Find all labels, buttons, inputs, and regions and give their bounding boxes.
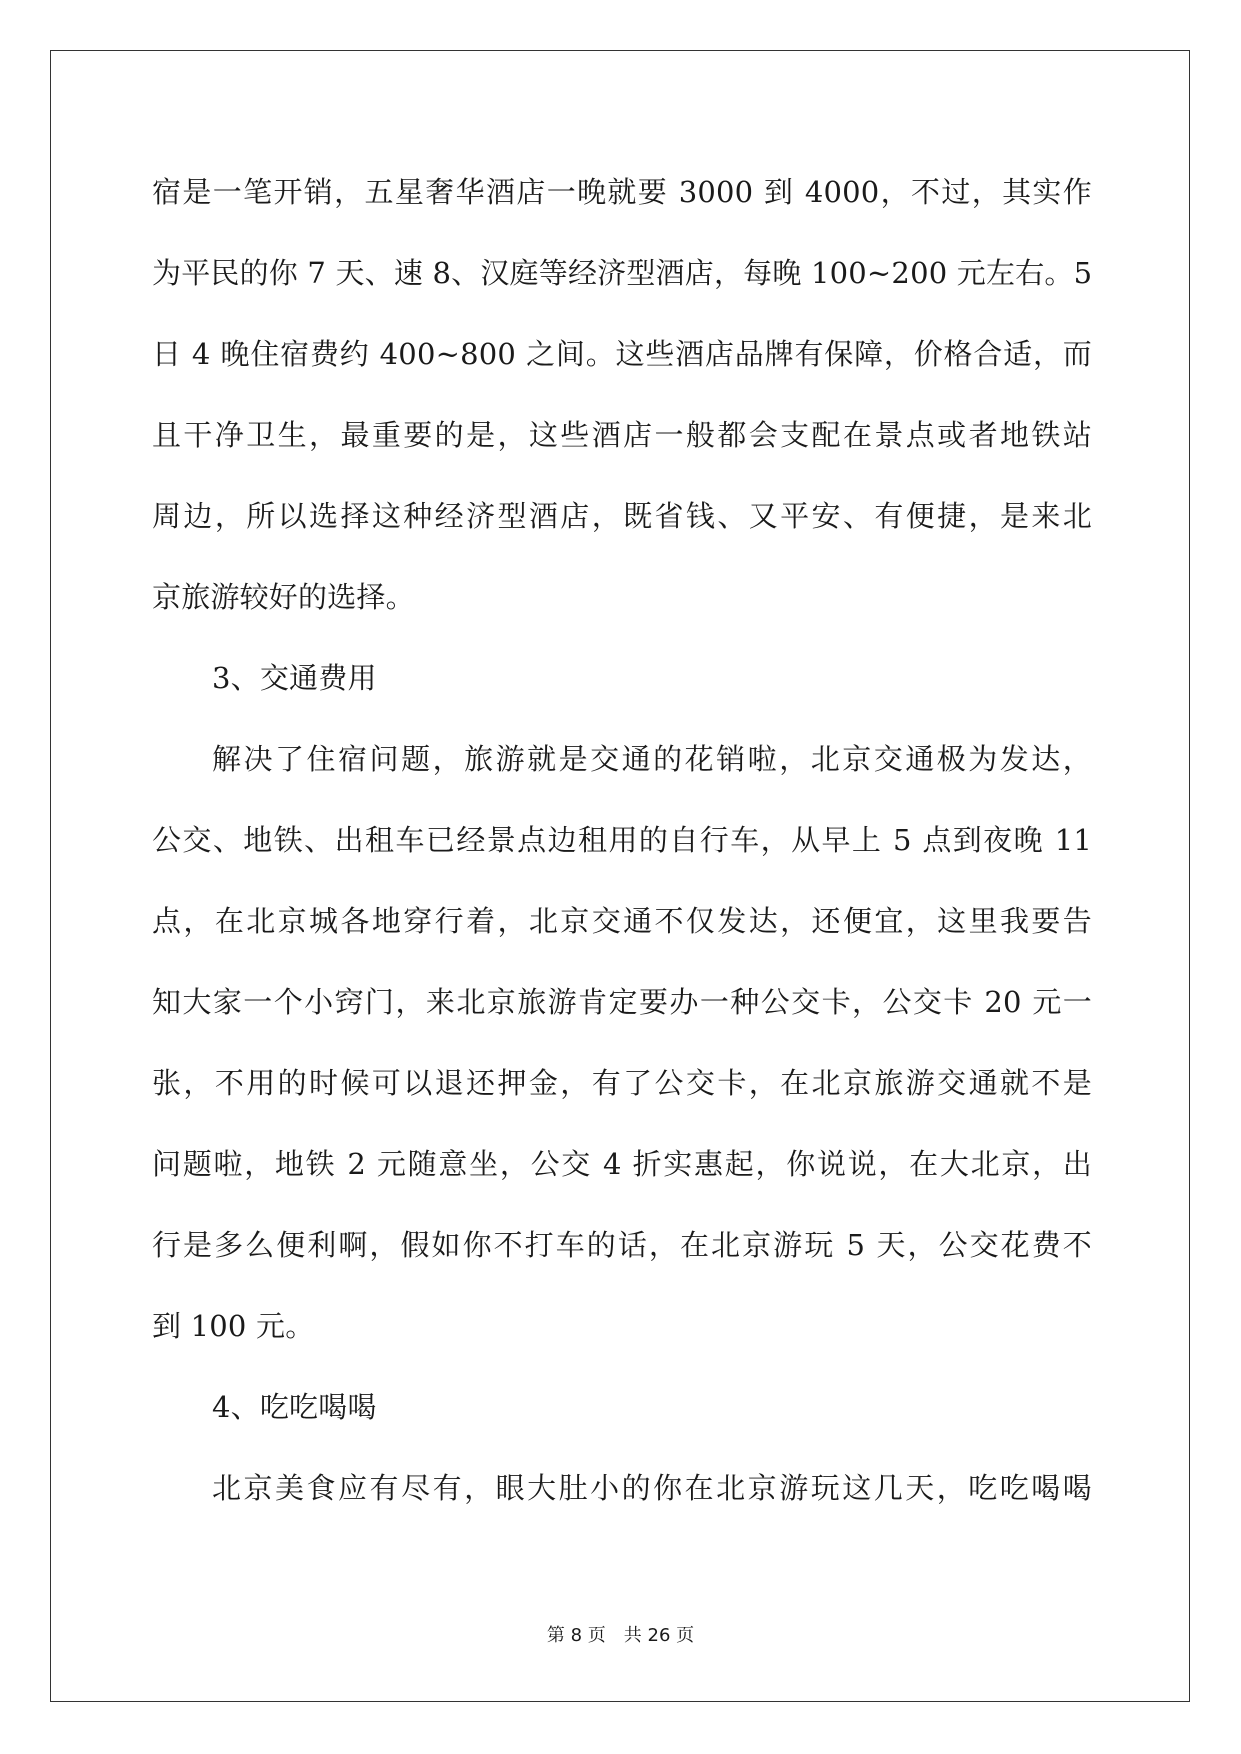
text-line: 公交、地铁、出租车已经景点边租用的自行车，从早上 5 点到夜晚 11	[152, 823, 1092, 857]
text-line: 京旅游较好的选择。	[152, 580, 415, 614]
text-line: 问题啦，地铁 2 元随意坐，公交 4 折实惠起，你说说，在大北京，出	[152, 1147, 1092, 1181]
text-line: 3、交通费用	[212, 661, 377, 695]
text-line: 知大家一个小窍门，来北京旅游肯定要办一种公交卡，公交卡 20 元一	[152, 985, 1092, 1019]
text-line: 宿是一笔开销，五星奢华酒店一晚就要 3000 到 4000，不过，其实作	[152, 175, 1092, 209]
text-line: 北京美食应有尽有，眼大肚小的你在北京游玩这几天，吃吃喝喝	[212, 1471, 1092, 1505]
total-pages-label: 共 26 页	[623, 1625, 695, 1646]
text-line: 点，在北京城各地穿行着，北京交通不仅发达，还便宜，这里我要告	[152, 904, 1092, 938]
current-page-label: 第 8 页	[546, 1625, 606, 1646]
page-footer	[0, 1621, 1241, 1647]
text-line: 日 4 晚住宿费约 400~800 之间。这些酒店品牌有保障，价格合适，而	[152, 337, 1092, 371]
text-line: 张，不用的时候可以退还押金，有了公交卡，在北京旅游交通就不是	[152, 1066, 1092, 1100]
text-line: 到 100 元。	[152, 1309, 315, 1343]
text-line: 为平民的你 7 天、速 8、汉庭等经济型酒店，每晚 100~200 元左右。5	[152, 256, 1093, 290]
text-line: 行是多么便利啊，假如你不打车的话，在北京游玩 5 天，公交花费不	[152, 1228, 1092, 1262]
text-line: 解决了住宿问题，旅游就是交通的花销啦，北京交通极为发达，	[212, 742, 1092, 776]
text-line: 周边，所以选择这种经济型酒店，既省钱、又平安、有便捷，是来北	[152, 499, 1092, 533]
document-body	[152, 162, 1092, 1539]
text-line: 且干净卫生，最重要的是，这些酒店一般都会支配在景点或者地铁站	[152, 418, 1092, 452]
text-line: 4、吃吃喝喝	[212, 1390, 377, 1424]
